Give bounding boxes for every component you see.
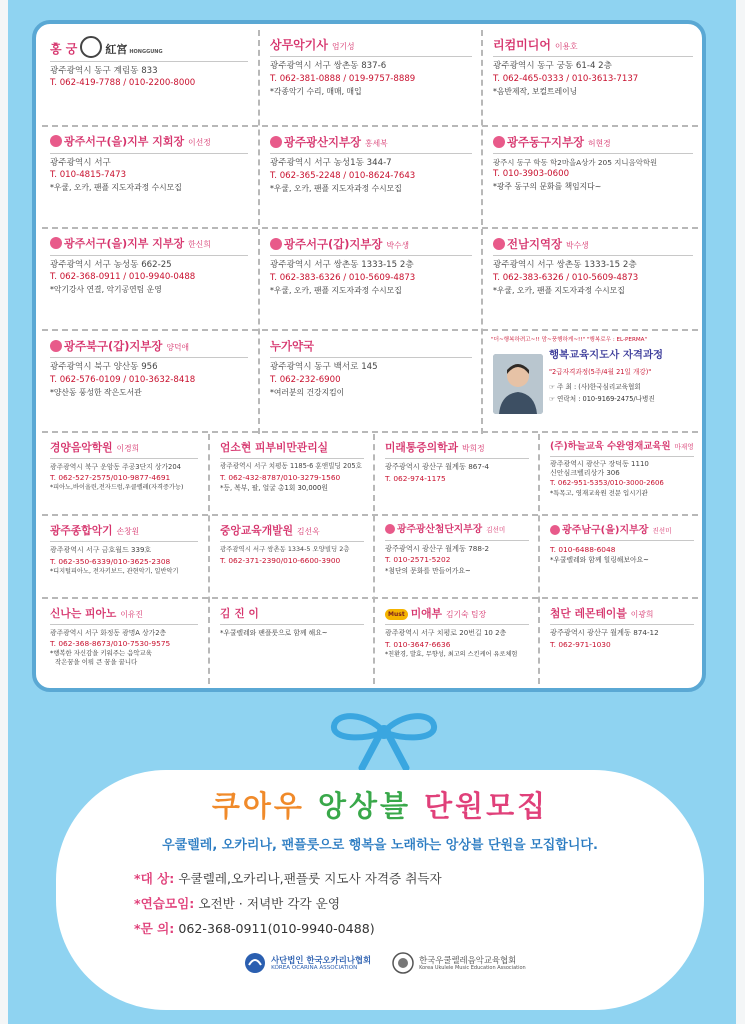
listing-address: 광주시 동구 학동 학2마을A상가 205 지니음악학원 [493,158,658,168]
listing-hongkung [42,30,256,124]
listing-address-line2: 신안심크벨리상가 306 [550,469,620,478]
listing-tel: T. 062-381-0888 / 019-9757-8889 [270,73,416,84]
listing-tel: T. 010-4815-7473 [50,170,127,181]
association-badge-icon [493,238,505,250]
listing-sangmu [262,30,480,124]
listing-title: 엄소현 피부비만관리실 [220,440,364,459]
listing-note: *행복한 자신감을 키워주는 음악교육 [50,649,152,658]
listing-address: 광주광역시 광산구 월계동 788-2 [385,543,490,553]
listing-tel: T. 062-527-2575/010-9877-4691 [50,473,171,483]
listing-note: *각종악기 수리, 매매, 매입 [270,86,362,96]
listing-note: *우쿨, 오카, 팬플 지도자과정 수시모집 [270,183,402,193]
listing-note: *친환경, 발효, 무향성, 최고의 스킨케어 유로체험 [385,650,518,658]
listing-title: 광주북구(갑)지부장 양덕애 [50,338,248,358]
listing-tel: T. 062-368-0911 / 010-9940-0488 [50,272,196,283]
listing-address: 광주광역시 동구 백서로 145 [270,362,378,373]
association-badge-icon [50,340,62,352]
listing-address: 광주광역시 서구 치평동 1185-6 훈앤빌딩 205호 [220,462,362,471]
grid-divider [42,125,698,127]
listing-gyeongyang [42,434,206,514]
association-badge-icon [493,136,505,148]
listing-tel: T. 062-576-0109 / 010-3632-8418 [50,375,196,385]
listing-address: 광주광역시 서구 농성동 662-25 [50,259,172,270]
listing-tel: T. 062-350-6339/010-3625-2308 [50,556,171,566]
grid-divider [208,434,210,684]
recruit-headline-word: 앙상블 [317,789,425,823]
listing-tel: T. 062-368-8673/010-7530-9575 [50,639,171,649]
listing-title: 신나는 피아노 이유진 [50,606,198,625]
course-host: ☞ 주 최 : (사)한국심리교육협회 [549,382,641,391]
course-contact: ☞ 연락처 : 010-9169-2475/나병진 [549,395,655,404]
org-ocarina: 사단법인 한국오카리나협회 KOREA OCARINA ASSOCIATION [244,952,371,974]
association-badge-icon [270,136,282,148]
listing-note: *우쿨렐레와 함께 힐링해보아요~ [550,556,649,565]
recruit-panel [56,770,704,1010]
listing-title: 광주서구(을)지부 지회장 이선정 [50,134,248,154]
association-badge-icon [270,238,282,250]
recruit-target-row: *대 상: 우쿨렐레,오카리나,팬플룻 지도사 자격증 취득자 [134,871,442,886]
recruit-headline-word: 단원모집 [424,789,549,823]
association-badge-icon [550,525,560,535]
listing-tel: T. 062-465-0333 / 010-3613-7137 [493,73,639,84]
listing-tel: T. 062-971-1030 [550,639,611,649]
listing-title: 홍 궁 紅宮 HONGGUNG [50,36,248,62]
listing-seogu-eul-branch [42,230,256,328]
listing-tel: T. 062-432-8787/010-3279-1560 [220,473,341,483]
listing-note-line2: 작은꿈을 이뤄 큰 꿈을 꿉니다 [55,657,138,666]
grid-divider [373,434,375,684]
listing-title: 경양음악학원 이경희 [50,440,198,459]
listing-note: *음반제작, 보컬트레이닝 [493,86,578,96]
listing-tel: T. 062-383-6326 / 010-5609-4873 [270,273,416,283]
listing-note: *특목고, 영재교육원 전문 입시기관 [550,488,648,497]
listing-tel: T. 062-974-1175 [385,473,446,483]
listing-note: *우쿨렐레와 팬플룻으로 함께 해요~ [220,629,328,638]
listing-title: 누가약국 [270,338,472,358]
listing-title: 중앙교육개발원 김선옥 [220,523,364,542]
listing-cheomdan-lemon [542,600,702,686]
grid-divider [258,30,260,434]
listing-happy-course [485,332,701,430]
listing-title: 상무악기사 엄기성 [270,36,472,57]
listing-seogu-gap-branch [262,230,480,328]
listing-tel: T. 062-232-6900 [270,375,341,385]
listing-recommedia [485,30,701,124]
listing-title: Must 미애부 김기숙 팀장 [385,606,529,625]
grid-divider [42,514,698,516]
ukulele-association-logo-icon [392,952,414,974]
listing-note: *우쿨, 오카, 팬플 지도자과정 수시모집 [493,285,625,295]
listing-tel: T. 010-3647-6636 [385,639,451,649]
hongkung-logo-icon [80,36,102,58]
listing-address: 광주광역시 광산구 월계동 874-12 [550,628,659,638]
listing-address: 광주광역시 서구 농성1동 344-7 [270,158,392,169]
listing-title: 전남지역장 박수생 [493,236,693,256]
grid-divider [42,329,698,331]
listing-note: *피아노,바이올린,전자드럼,우클렐레(자격증가능) [50,484,184,492]
ocarina-association-logo-icon [244,952,266,974]
listing-address: 광주광역시 서구 화정동 광명A 상가2층 [50,629,167,638]
listing-title: 광주동구지부장 허현경 [493,134,693,154]
ribbon-bow-icon [326,710,442,772]
recruit-practice-row: *연습모임: 오전반 · 저녁반 각각 운영 [134,896,340,911]
listing-address: 광주광역시 서구 [50,157,111,168]
listing-gwangsan-branch [262,128,480,226]
recruit-headline [56,784,704,825]
listing-note: *우쿨, 오카, 팬플 지도자과정 수시모집 [50,183,182,193]
listing-address: 광주광역시 북구 운암동 주공3단지 상가204 [50,463,181,472]
listing-address: 광주광역시 서구 치평로 20번길 10 2층 [385,629,507,638]
listing-address: 광주광역시 북구 양산동 956 [50,362,158,373]
association-badge-icon [50,135,62,147]
listing-miaebu [377,600,537,686]
listing-address: 광주광역시 서구 쌍촌동 1334-5 오양빌딩 2층 [220,545,350,554]
listing-future-clinic [377,434,537,514]
listing-address: 광주광역시 광산구 장덕동 1110 [550,460,649,469]
listing-tel: T. 010-3903-0600 [493,169,570,180]
listing-bukgu-gap-branch [42,332,256,430]
course-slogan: "더~행복하려고~!! 맘~풍행하게~!!" "행복로우 : EL-PERMA" [491,337,648,343]
listing-tel: T. 010-2571-5202 [385,555,451,565]
listing-tel: T. 062-365-2248 / 010-8624-7643 [270,171,416,181]
listing-address: 광주광역시 서구 쌍촌동 837-6 [270,61,387,71]
listing-title: 광주서구(갑)지부장 박수생 [270,236,472,256]
listing-note: *여러분의 건강지킴이 [270,387,345,397]
person-icon [493,354,543,414]
listing-title: 미래통증의학과 박희정 [385,440,529,459]
listing-title: 첨단 레몬테이블 이광희 [550,606,694,625]
listing-title: 광주종합악기 손창원 [50,523,198,542]
listing-gwangju-instruments [42,517,206,596]
grid-divider [42,597,698,599]
grid-divider [538,434,540,684]
miaebu-logo-icon: Must [385,609,408,620]
listing-title: (주)하늘교육 수완영재교육원 마재영 [550,440,694,457]
recruit-headline-word: 쿠아우 [211,789,318,823]
instructor-photo [493,354,543,414]
listing-note: *디지털피아노, 전자키보드, 관현악기, 일반악기 [50,567,179,575]
listing-donggu-branch [485,128,701,226]
listing-address: 광주광역시 서구 쌍촌동 1333-15 2층 [270,260,414,271]
grid-divider [42,227,698,229]
listing-sinnaneun-piano [42,600,206,686]
listing-tel: T. 062-951-5353/010-3000-2606 [550,479,664,488]
listing-seogu-eul-leader [42,128,256,226]
listing-tel: T. 062-383-6326 / 010-5609-4873 [493,273,639,283]
listing-address: 광주광역시 동구 계림동 833 [50,65,158,76]
directory-panel [32,20,706,692]
listing-note: *등, 복부, 팔, 얼굴 총1회 30,000원 [220,484,328,493]
listing-title: 광주남구(을)지부장 진선미 [550,523,694,541]
listing-namgu-eul-branch [542,517,702,596]
listing-address: 광주광역시 서구 쌍촌동 1333-15 2층 [493,260,637,271]
listing-note: *양산동 풍성한 작은도서관 [50,387,142,397]
listing-nugaya [262,332,480,430]
listing-note: *광주 동구의 문화를 책임지다~ [493,182,602,192]
listing-tel: T. 010-6488-6048 [550,545,616,554]
listing-address: 광주광역시 동구 궁동 61-4 2층 [493,61,612,71]
listing-address: 광주광역시 서구 금호월드 339호 [50,546,152,555]
course-title: 행복교육지도사 자격과정 [549,349,664,361]
listing-central-edu [212,517,372,596]
association-badge-icon [50,237,62,249]
listing-title: 리컴미디어 이용호 [493,36,693,57]
listing-jeonnam-branch [485,230,701,328]
grid-divider [42,431,698,433]
listing-gwangsan-hightech [377,517,537,596]
listing-tel: T. 062-419-7788 / 010-2200-8000 [50,78,196,89]
listing-title: 김 진 이 [220,606,364,625]
listing-kim-jini [212,600,372,686]
grid-divider [481,30,483,434]
listing-note: *악기강사 연결, 악기공연팀 운영 [50,285,162,295]
listing-tel: T. 062-371-2390/010-6600-3900 [220,555,341,565]
listing-note: *첨단의 문화를 만들어가요~ [385,566,471,575]
recruit-lead: 우쿨렐레, 오카리나, 팬플룻으로 행복을 노래하는 앙상블 단원을 모집합니다. [162,838,598,853]
listing-haneul-edu [542,434,702,514]
listing-eom-skin [212,434,372,514]
recruit-contact-row: *문 의: 062-368-0911(010-9940-0488) [134,921,375,936]
org-ukulele: 한국우쿨렐레음악교육협회 Korea Ukulele Music Education Association [392,952,526,974]
association-badge-icon [385,524,395,534]
listing-title: 광주광산지부장 홍세복 [270,134,472,154]
listing-title: 광주서구(을)지부 지부장 한신희 [50,236,248,256]
listing-title: 광주광산첨단지부장 김선미 [385,523,529,541]
poster-page [8,0,736,1024]
listing-note: *우쿨, 오카, 팬플 지도자과정 수시모집 [270,285,402,295]
course-subtitle: "2급자격과정(5주/4월 21일 개강)" [549,367,652,376]
listing-address: 광주광역시 광산구 월계동 867-4 [385,462,490,472]
